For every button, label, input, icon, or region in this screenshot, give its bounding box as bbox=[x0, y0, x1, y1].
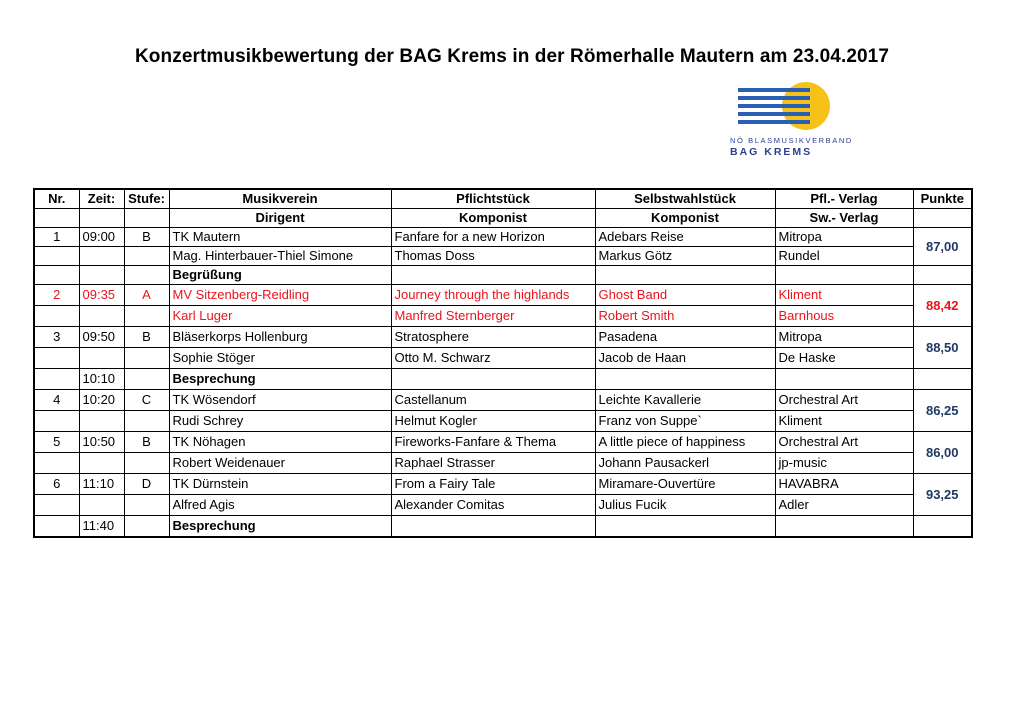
entry-punkte: 87,00 bbox=[913, 228, 972, 266]
entry-selbst: Pasadena bbox=[595, 327, 775, 348]
entry-pflicht-komponist: Thomas Doss bbox=[391, 247, 595, 266]
entry-selbst-komponist: Franz von Suppe` bbox=[595, 411, 775, 432]
entry-pflicht-komponist: Helmut Kogler bbox=[391, 411, 595, 432]
entry-punkte: 88,42 bbox=[913, 285, 972, 327]
entry-nr: 1 bbox=[34, 228, 79, 247]
header-selbstwahlstueck: Selbstwahlstück bbox=[595, 189, 775, 209]
entry-punkte: 86,00 bbox=[913, 432, 972, 474]
entry-pflicht-komponist: Otto M. Schwarz bbox=[391, 348, 595, 369]
header-nr: Nr. bbox=[34, 189, 79, 209]
entry-stufe: B bbox=[124, 432, 169, 453]
entry-sw-verlag: jp-music bbox=[775, 453, 913, 474]
bag-krems-logo bbox=[730, 80, 886, 162]
table-row bbox=[34, 306, 972, 327]
entry-zeit: 09:00 bbox=[79, 228, 124, 247]
entry-sw-verlag: Barnhous bbox=[775, 306, 913, 327]
entry-stufe: C bbox=[124, 390, 169, 411]
entry-dirigent: Rudi Schrey bbox=[169, 411, 391, 432]
break-zeit: 11:40 bbox=[79, 516, 124, 538]
page-title: Konzertmusikbewertung der BAG Krems in der Römerhalle Mautern am 23.04.2017 bbox=[134, 46, 889, 67]
entry-stufe: D bbox=[124, 474, 169, 495]
entry-verein: TK Wösendorf bbox=[169, 390, 391, 411]
entry-selbst: A little piece of happiness bbox=[595, 432, 775, 453]
header-sw-verlag: Sw.- Verlag bbox=[775, 209, 913, 228]
entry-dirigent: Sophie Stöger bbox=[169, 348, 391, 369]
entry-selbst-komponist: Julius Fucik bbox=[595, 495, 775, 516]
entry-pflicht: Castellanum bbox=[391, 390, 595, 411]
entry-dirigent: Mag. Hinterbauer-Thiel Simone bbox=[169, 247, 391, 266]
header-pflichtstueck: Pflichtstück bbox=[391, 189, 595, 209]
table-row bbox=[34, 369, 972, 390]
break-label: Besprechung bbox=[169, 516, 391, 538]
entry-verein: TK Dürnstein bbox=[169, 474, 391, 495]
entry-nr: 6 bbox=[34, 474, 79, 495]
entry-dirigent: Alfred Agis bbox=[169, 495, 391, 516]
table-row bbox=[34, 432, 972, 453]
entry-selbst: Miramare-Ouvertüre bbox=[595, 474, 775, 495]
table-row bbox=[34, 474, 972, 495]
entry-sw-verlag: Kliment bbox=[775, 411, 913, 432]
entry-zeit: 10:50 bbox=[79, 432, 124, 453]
break-label: Begrüßung bbox=[169, 266, 391, 285]
table-row bbox=[34, 327, 972, 348]
entry-pflicht-komponist: Raphael Strasser bbox=[391, 453, 595, 474]
entry-verein: TK Mautern bbox=[169, 228, 391, 247]
entry-pfl-verlag: Kliment bbox=[775, 285, 913, 306]
entry-dirigent: Karl Luger bbox=[169, 306, 391, 327]
table-row bbox=[34, 495, 972, 516]
entry-pflicht: Fireworks-Fanfare & Thema bbox=[391, 432, 595, 453]
entry-pflicht-komponist: Alexander Comitas bbox=[391, 495, 595, 516]
entry-sw-verlag: Adler bbox=[775, 495, 913, 516]
entry-zeit: 09:35 bbox=[79, 285, 124, 306]
table-row bbox=[34, 411, 972, 432]
entry-selbst: Leichte Kavallerie bbox=[595, 390, 775, 411]
header-pfl-verlag: Pfl.- Verlag bbox=[775, 189, 913, 209]
header-row-2 bbox=[34, 209, 972, 228]
header-komponist-selbst: Komponist bbox=[595, 209, 775, 228]
header-musikverein: Musikverein bbox=[169, 189, 391, 209]
entry-pfl-verlag: Orchestral Art bbox=[775, 432, 913, 453]
header-stufe: Stufe: bbox=[124, 189, 169, 209]
schedule-table bbox=[33, 188, 973, 538]
break-label: Besprechung bbox=[169, 369, 391, 390]
header-komponist-pflicht: Komponist bbox=[391, 209, 595, 228]
entry-punkte: 86,25 bbox=[913, 390, 972, 432]
table-row bbox=[34, 247, 972, 266]
entry-nr: 2 bbox=[34, 285, 79, 306]
entry-sw-verlag: Rundel bbox=[775, 247, 913, 266]
entry-pfl-verlag: Mitropa bbox=[775, 327, 913, 348]
entry-pflicht-komponist: Manfred Sternberger bbox=[391, 306, 595, 327]
entry-nr: 5 bbox=[34, 432, 79, 453]
entry-stufe: B bbox=[124, 228, 169, 247]
entry-verein: Bläserkorps Hollenburg bbox=[169, 327, 391, 348]
table-row bbox=[34, 348, 972, 369]
sun-stripes-icon bbox=[736, 80, 836, 134]
table-row bbox=[34, 285, 972, 306]
entry-dirigent: Robert Weidenauer bbox=[169, 453, 391, 474]
logo-name-text: BAG KREMS bbox=[730, 146, 813, 158]
entry-zeit: 10:20 bbox=[79, 390, 124, 411]
entry-zeit: 09:50 bbox=[79, 327, 124, 348]
entry-punkte: 93,25 bbox=[913, 474, 972, 516]
entry-sw-verlag: De Haske bbox=[775, 348, 913, 369]
entry-verein: TK Nöhagen bbox=[169, 432, 391, 453]
entry-pflicht: From a Fairy Tale bbox=[391, 474, 595, 495]
table-row bbox=[34, 516, 972, 538]
entry-pfl-verlag: HAVABRA bbox=[775, 474, 913, 495]
entry-pflicht: Journey through the highlands bbox=[391, 285, 595, 306]
entry-stufe: A bbox=[124, 285, 169, 306]
header-zeit: Zeit: bbox=[79, 189, 124, 209]
header-row-1 bbox=[34, 189, 972, 209]
entry-punkte: 88,50 bbox=[913, 327, 972, 369]
entry-selbst-komponist: Robert Smith bbox=[595, 306, 775, 327]
entry-selbst-komponist: Jacob de Haan bbox=[595, 348, 775, 369]
entry-verein: MV Sitzenberg-Reidling bbox=[169, 285, 391, 306]
entry-nr: 4 bbox=[34, 390, 79, 411]
break-zeit: 10:10 bbox=[79, 369, 124, 390]
entry-pflicht: Stratosphere bbox=[391, 327, 595, 348]
table-row bbox=[34, 390, 972, 411]
entry-pfl-verlag: Mitropa bbox=[775, 228, 913, 247]
entry-selbst-komponist: Markus Götz bbox=[595, 247, 775, 266]
entry-pflicht: Fanfare for a new Horizon bbox=[391, 228, 595, 247]
logo-org-text: NÖ BLASMUSIKVERBAND bbox=[730, 136, 853, 145]
table-row bbox=[34, 453, 972, 474]
header-dirigent: Dirigent bbox=[169, 209, 391, 228]
entry-selbst: Adebars Reise bbox=[595, 228, 775, 247]
entry-zeit: 11:10 bbox=[79, 474, 124, 495]
table-row bbox=[34, 266, 972, 285]
header-punkte: Punkte bbox=[913, 189, 972, 209]
entry-pfl-verlag: Orchestral Art bbox=[775, 390, 913, 411]
entry-stufe: B bbox=[124, 327, 169, 348]
entry-nr: 3 bbox=[34, 327, 79, 348]
entry-selbst: Ghost Band bbox=[595, 285, 775, 306]
entry-selbst-komponist: Johann Pausackerl bbox=[595, 453, 775, 474]
table-row bbox=[34, 228, 972, 247]
